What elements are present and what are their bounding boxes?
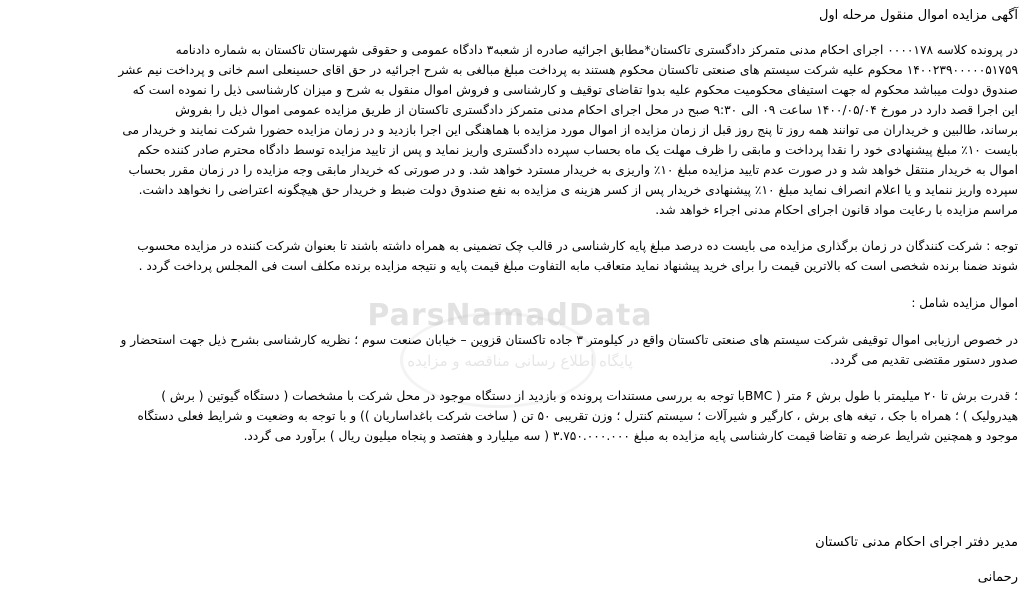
- body-line: صندوق دولت میباشد محکوم له جهت استیفای محکومیت محکوم علیه بدوا تقاضای توقیف و کارشناسی و فروش اموال منقول به شرح و میزان کارشناسی ذیل را نموده است که: [132, 83, 1018, 97]
- items-intro-line: در خصوص ارزیابی اموال توقیفی شرکت سیستم های صنعتی تاکستان واقع در کیلومتر ۳ جاده تاکستان قزوین – خیابان صنعت سوم ؛ نظریه کارشناسی بشرح ذیل جهت استحضار و: [120, 333, 1018, 347]
- body-line: در پرونده کلاسه ۰۰۰۰۱۷۸ اجرای احکام مدنی متمرکز دادگستری تاکستان*مطابق اجرائیه صادره از شعبه۳ دادگاه عمومی و حقوقی شهرستان تاکستان به شماره دادنامه: [175, 43, 1018, 57]
- items-detail-line: هیدرولیک ) ؛ همراه با جک ، تیغه های برش ، کارگیر و شیرآلات ؛ سیستم کنترل ؛ وزن تقریبی ۵۰ تن ( ساخت شرکت باغداساریان )) و با توجه به وضعیت و شرایط فعلی دستگاه: [137, 409, 1018, 423]
- items-detail-line: موجود و همچنین شرایط عرضه و تقاضا قیمت کارشناسی پایه مزایده به مبلغ ۳.۷۵۰.۰۰۰.۰۰۰ ( سه میلیارد و هفتصد و پنجاه میلیون ریال ) برآورد می گردد.: [243, 429, 1018, 443]
- body-line: اموال به خریدار منتقل خواهد شد و در صورت عدم تایید مزایده مبلغ ۱۰٪ واریزی به خریدار مسترد خواهد شد. و در صورتی که خریدار مابقی وجه مزایده را در زمان مقرر بحساب: [128, 163, 1018, 177]
- body-line: برساند، طالبین و خریداران می توانند همه روز تا پنج روز قبل از زمان مزایده از اموال مورد مزایده با هماهنگی این اجرا بازدید و در زمان مزایده حضورا شرکت نمایند و خریدار می: [122, 123, 1018, 137]
- body-line: سپرده واریز ننماید و یا اعلام انصراف نماید مبلغ ۱۰٪ پیشنهادی خریدار پس از کسر هزینه ی مزایده به نفع صندوق دولت ضبط و خریدار حق هیچگونه اعتراضی را نخواهد داشت.: [138, 183, 1018, 197]
- body-line: مراسم مزایده با رعایت مواد قانون اجرای احکام مدنی اجراء خواهد شد.: [655, 203, 1018, 217]
- body-line: این اجرا قصد دارد در مورخ ۱۴۰۰/۰۵/۰۴ ساعت ۰۹ الی ۹:۳۰ صبح در محل اجرای احکام مدنی متمرکز دادگستری تاکستان از طریق مزایده عمومی اموال ذیل را بفروش: [175, 103, 1018, 117]
- body-line: ۱۴۰۰۲۳۹۰۰۰۰۰۵۱۷۵۹ محکوم علیه شرکت سیستم های صنعتی تاکستان محکوم هستند به پرداخت مبلغ مبالغی به شرح اجرائیه در حق اقای حسینعلی اسم خانی و پرداخت نیم عشر: [118, 63, 1018, 77]
- watermark-subtitle: پایگاه اطلاع رسانی مناقصه و مزایده: [407, 352, 633, 370]
- notice-title: آگهی مزایده اموال منقول مرحله اول: [818, 8, 1018, 23]
- note-line: شوند ضمنا برنده شخصی است که بالاترین قیمت را برای خرید پیشنهاد نماید متعاقب مابه التفاوت مبلغ قیمت پایه و نتیجه مزایده برنده مکلف است فی المجلس پرداخت گردد .: [138, 259, 1018, 273]
- watermark-brand: ParsNamadData: [367, 298, 653, 333]
- signature-name: رحمانی: [977, 570, 1018, 585]
- items-heading: اموال مزایده شامل :: [911, 296, 1018, 310]
- body-line: بایست ۱۰٪ مبلغ پیشنهادی خود را نقدا پرداخت و مابقی را ظرف مهلت یک ماه بحساب سپرده دادگستری واریز نماید و پس از تایید مزایده توسط دادگاه محترم صادر کننده حکم: [137, 143, 1018, 157]
- signature-title: مدیر دفتر اجرای احکام مدنی تاکستان: [815, 535, 1018, 550]
- items-detail-line: ؛ قدرت برش تا ۲۰ میلیمتر با طول برش ۶ متر ( BMCبا توجه به بررسی مستندات پرونده و بازدید از دستگاه موجود در محل شرکت با مشخصات ( دستگاه گیوتین ( برش ): [161, 389, 1018, 403]
- items-intro-line: صدور دستور مقتضی تقدیم می گردد.: [830, 353, 1018, 367]
- note-line: توجه : شرکت کنندگان در زمان برگذاری مزایده می بایست ده درصد مبلغ پایه کارشناسی در قالب چک تضمینی به همراه داشته باشند تا بعنوان شرکت کننده در مزایده محسوب: [137, 239, 1018, 253]
